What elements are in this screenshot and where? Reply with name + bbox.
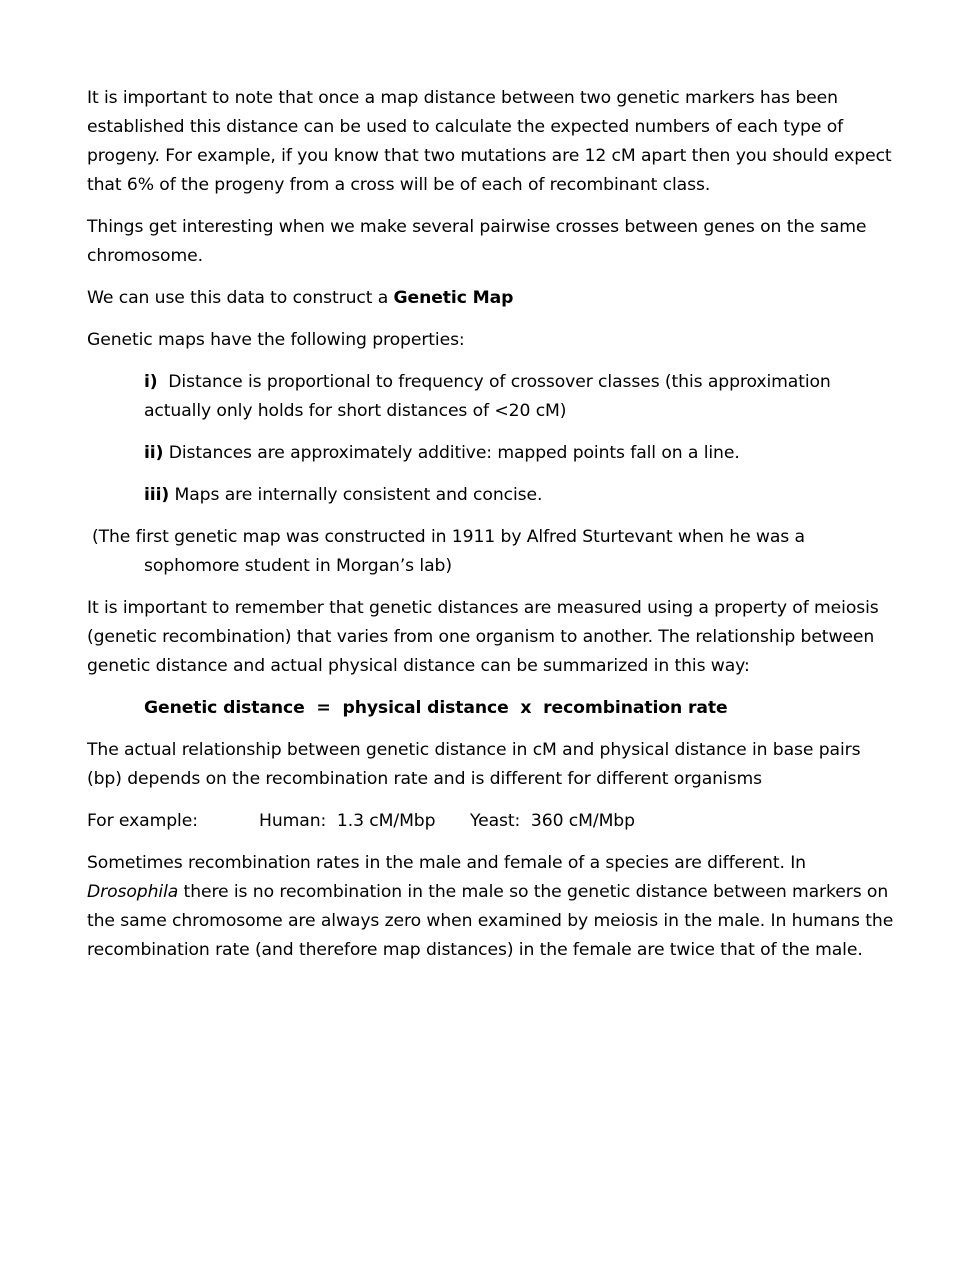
property-item-3 xyxy=(87,481,899,510)
drosophila-term: Drosophila xyxy=(87,882,179,902)
property-item-2 xyxy=(87,439,899,468)
sex-differences-prefix: Sometimes recombination rates in the male and female of a species are different. In xyxy=(87,853,806,873)
property-text-2: Distances are approximately additive: mapped points fall on a line. xyxy=(163,443,740,463)
formula-genetic-distance: Genetic distance = physical distance x recombination rate xyxy=(144,698,728,718)
paragraph-map-distance-use: It is important to note that once a map distance between two genetic markers has been established this distance can be used to calculate the expected numbers of each type of progeny. For example, if you know that two mutations are 12 cM apart then you should expect that 6% of the progeny from a cross will be of each of recombinant class. xyxy=(87,88,892,195)
paragraph-recombination-rate: The actual relationship between genetic distance in cM and physical distance in base pairs (bp) depends on the recombination rate and is different for different organisms xyxy=(87,740,861,789)
construct-map-text: We can use this data to construct a xyxy=(87,288,394,308)
paragraph-properties-intro: Genetic maps have the following properties: xyxy=(87,330,465,350)
property-item-1 xyxy=(87,368,899,426)
document-page xyxy=(87,84,899,978)
example-human: Human: 1.3 cM/Mbp xyxy=(259,811,436,831)
paragraph-pairwise-crosses: Things get interesting when we make several pairwise crosses between genes on the same chromosome. xyxy=(87,217,867,266)
example-label: For example: xyxy=(87,811,198,831)
paragraph-historical-note: (The first genetic map was constructed in 1911 by Alfred Sturtevant when he was a sophomore student in Morgan’s lab) xyxy=(92,527,805,576)
property-marker-2: ii) xyxy=(144,443,164,463)
sex-differences-suffix: there is no recombination in the male so the genetic distance between markers on the same chromosome are always zero when examined by meiosis in the male. In humans the recombination rate (and therefore map distances) in the female are twice that of the male. xyxy=(87,882,894,960)
paragraph-construct-map xyxy=(87,284,899,313)
property-text-1: Distance is proportional to frequency of crossover classes (this approximation actually only holds for short distances of <20 cM) xyxy=(144,372,837,421)
example-row xyxy=(87,807,899,836)
paragraph-sex-differences xyxy=(87,849,899,965)
property-marker-1: i) xyxy=(144,372,158,392)
paragraph-meiosis-property: It is important to remember that genetic distances are measured using a property of meiosis (genetic recombination) that varies from one organism to another. The relationship between genetic distance and actual physical distance can be summarized in this way: xyxy=(87,598,879,676)
property-text-3: Maps are internally consistent and concise. xyxy=(169,485,543,505)
example-yeast: Yeast: 360 cM/Mbp xyxy=(470,811,635,831)
genetic-map-term: Genetic Map xyxy=(393,288,514,308)
property-marker-3: iii) xyxy=(144,485,170,505)
